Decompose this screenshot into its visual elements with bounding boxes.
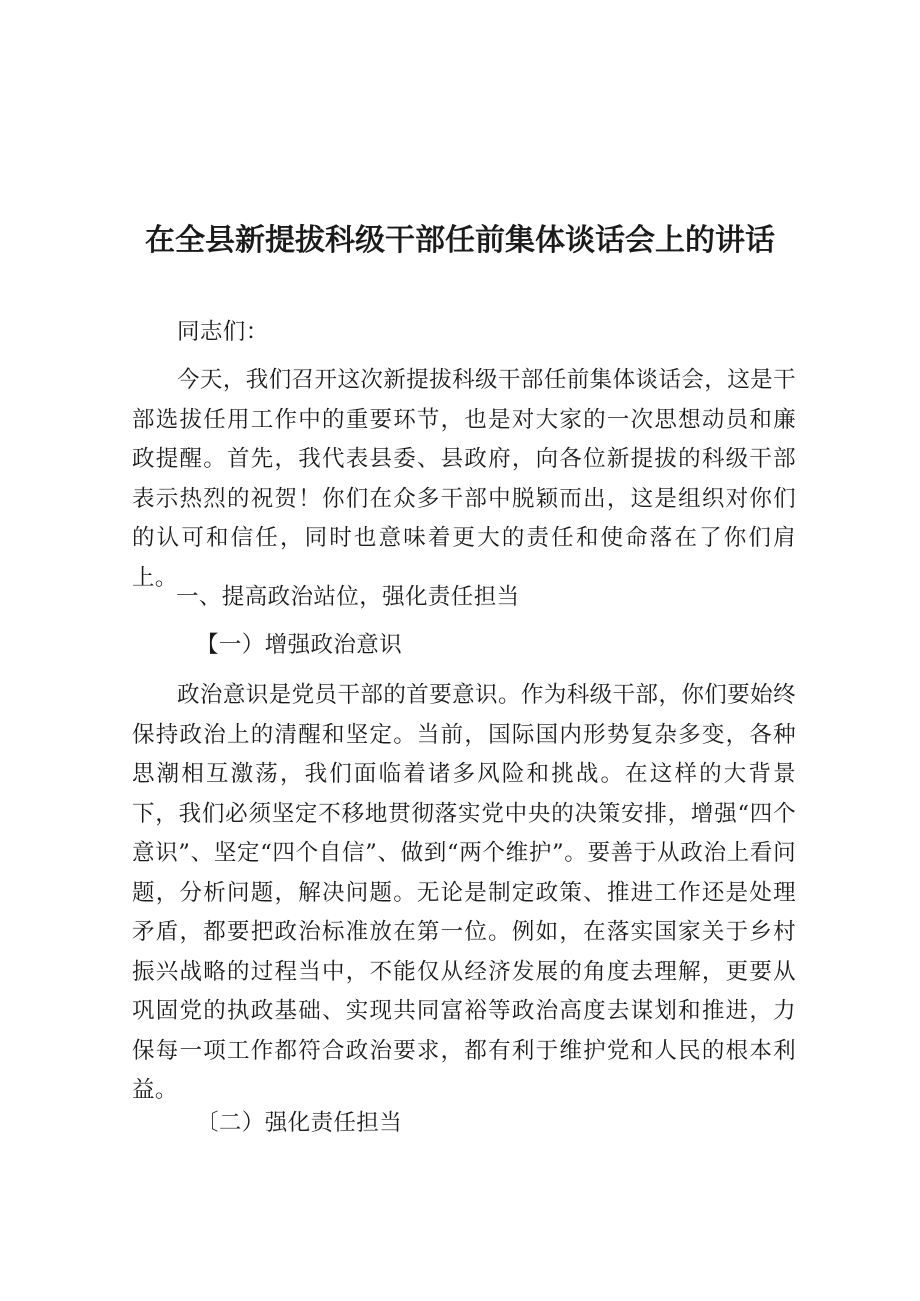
salutation: 同志们： [177,319,269,345]
subsection-heading-1: 【一）增强政治意识 [196,632,403,658]
section-heading-1: 一、提高政治站位，强化责任担当 [176,584,520,610]
subsection-1-body: 政治意识是党员干部的首要意识。作为科级干部，你们要始终保持政治上的清醒和坚定。当前，国际国内形势复杂多变，各种思潮相互激荡，我们面临着诸多风险和挑战。在这样的大背景下，我们必须坚定不移地贯彻落实党中央的决策安排，增强“四个意识”、坚定“四个自信”、做到“两个维护”。要善于从政治上看问题，分析问题，解决问题。无论是制定政策、推进工作还是处理矛盾，都要把政治标准放在第一位。例如，在落实国家关于乡村振兴战略的过程当中，不能仅从经济发展的角度去理解，更要从巩固党的执政基础、实现共同富裕等政治高度去谋划和推进，力保每一项工作都符合政治要求，都有利于维护党和人民的根本利益。 [132,682,796,1103]
subsection-heading-2: 〔二）强化责任担当 [196,1110,403,1136]
document-title: 在全县新提拔科级干部任前集体谈话会上的讲话 [145,223,775,258]
intro-paragraph: 今天，我们召开这次新提拔科级干部任前集体谈话会，这是干部选拔任用工作中的重要环节，也是对大家的一次思想动员和廉政提醒。首先，我代表县委、县政府，向各位新提拔的科级干部表示热烈的祝贺！你们在众多干部中脱颖而出，这是组织对你们的认可和信任，同时也意味着更大的责任和使命落在了你们肩上。 [132,367,796,591]
